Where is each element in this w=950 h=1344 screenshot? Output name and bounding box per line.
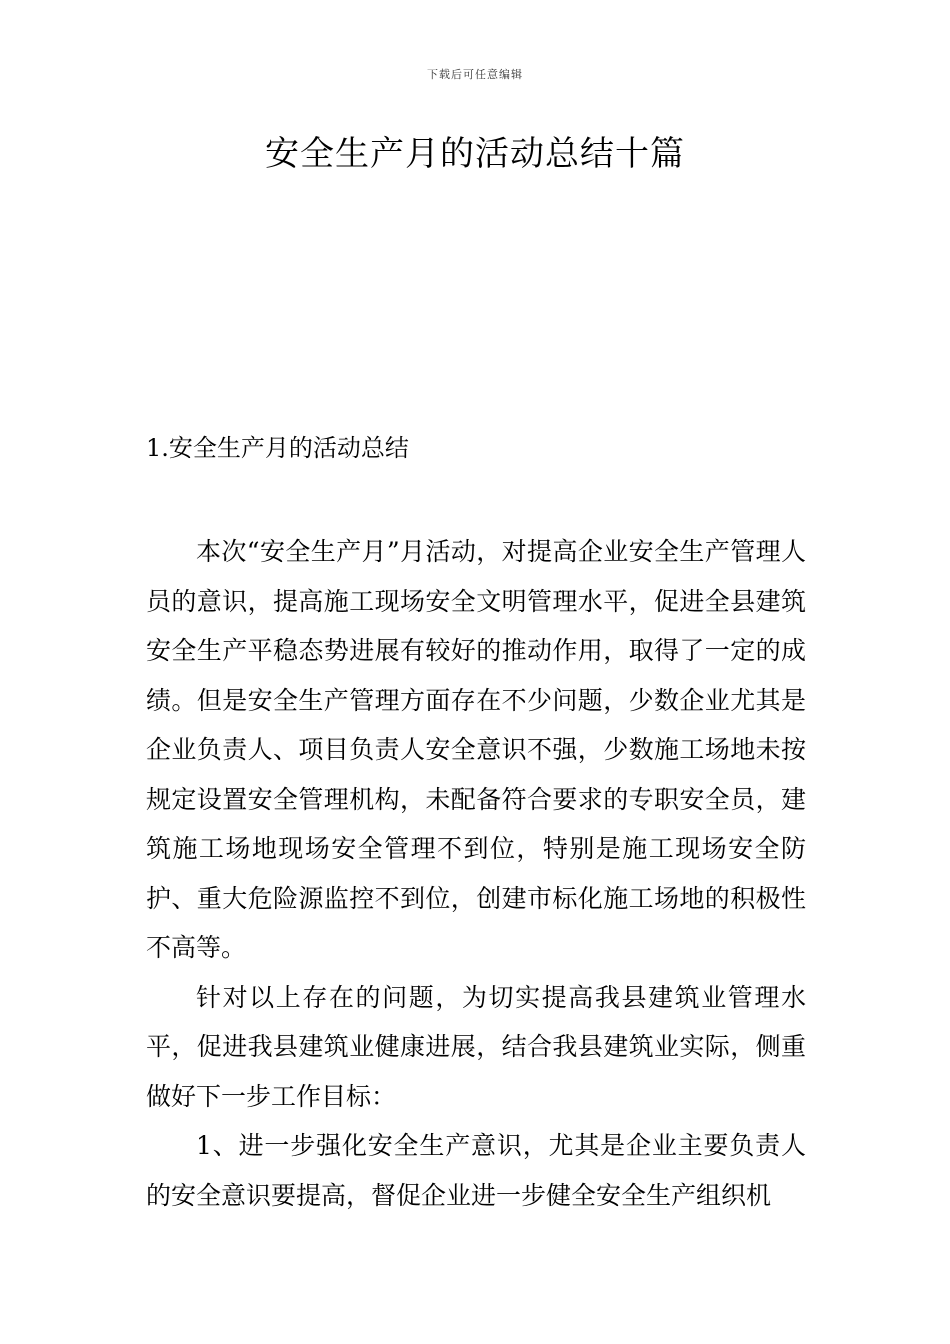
- header-note: 下载后可任意编辑: [427, 68, 523, 81]
- document-title: 安全生产月的活动总结十篇: [265, 134, 685, 174]
- body-text: [146, 527, 806, 1220]
- paragraph-2: 针对以上存在的问题，为切实提高我县建筑业管理水平，促进我县建筑业健康进展，结合我县建筑业实际，侧重做好下一步工作目标：: [146, 982, 806, 1111]
- section-heading: 1.安全生产月的活动总结: [146, 434, 409, 462]
- paragraph-3: 1、进一步强化安全生产意识，尤其是企业主要负责人的安全意识要提高，督促企业进一步健全安全生产组织机: [146, 1131, 806, 1210]
- paragraph-1: 本次“安全生产月”月活动，对提高企业安全生产管理人员的意识，提高施工现场安全文明管理水平，促进全县建筑安全生产平稳态势进展有较好的推动作用，取得了一定的成绩。但是安全生产管理方面存在不少问题，少数企业尤其是企业负责人、项目负责人安全意识不强，少数施工场地未按规定设置安全管理机构，未配备符合要求的专职安全员，建筑施工场地现场安全管理不到位，特别是施工现场安全防护、重大危险源监控不到位，创建市标化施工场地的积极性不高等。: [146, 537, 806, 962]
